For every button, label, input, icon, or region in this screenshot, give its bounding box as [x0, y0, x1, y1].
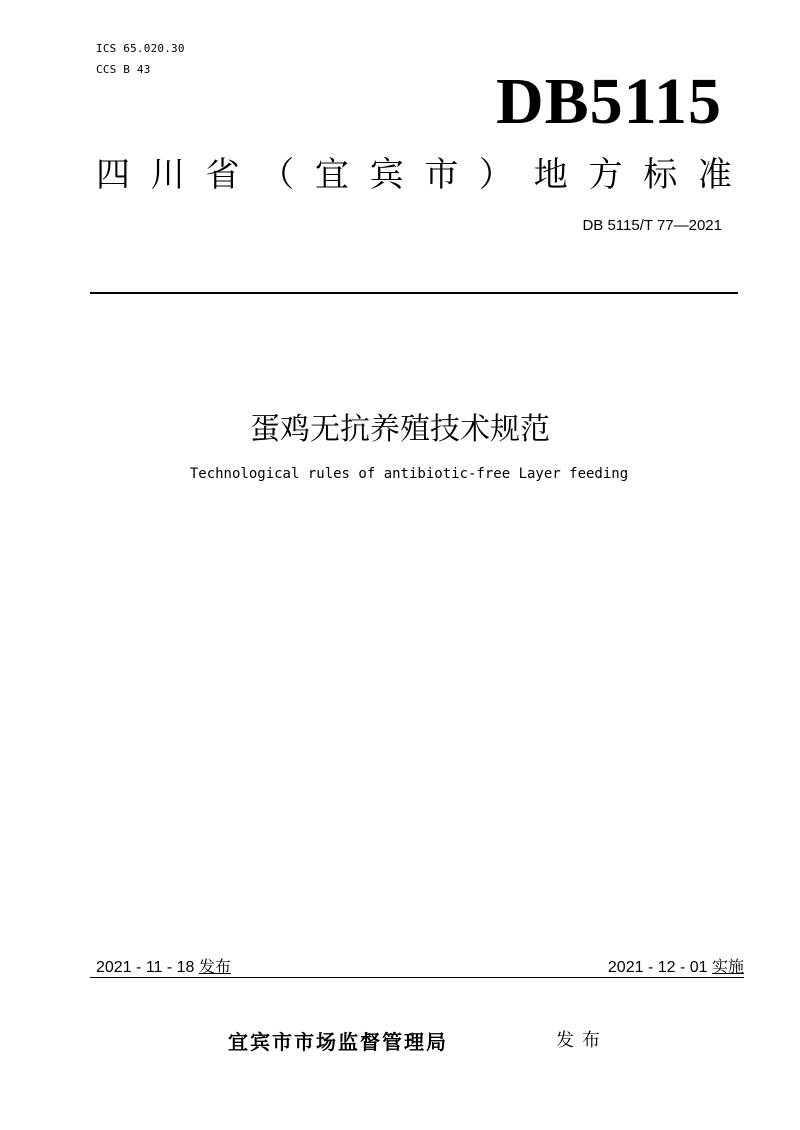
ccs-code: CCS B 43 [96, 63, 151, 76]
db-code-heading: DB5115 [495, 65, 722, 138]
document-title-chinese: 蛋鸡无抗养殖技术规范 [250, 412, 550, 447]
ics-code: ICS 65.020.30 [96, 42, 185, 55]
standard-type-char: 准 [697, 155, 732, 195]
implement-label: 实施 [711, 959, 744, 976]
standard-type-char: 四 [96, 155, 130, 195]
standard-type-char: （ [260, 155, 295, 195]
issuing-authority: 宜宾市市场监督管理局 [228, 1030, 448, 1054]
publish-date: 2021 - 11 - 18 [96, 959, 195, 976]
standard-type-char: 标 [643, 155, 678, 195]
standard-type-char: 川 [150, 155, 185, 195]
publish-label: 发布 [198, 959, 231, 976]
standard-number: DB 5115/T 77—2021 [582, 217, 722, 234]
standard-type-char: 省 [205, 155, 240, 195]
standard-type-char: 方 [588, 155, 623, 195]
document-title-english: Technological rules of antibiotic-free Layer feeding [189, 466, 629, 482]
standard-type-char: 地 [533, 155, 568, 195]
issue-label: 发布 [556, 1030, 608, 1051]
implement-date: 2021 - 12 - 01 [607, 959, 708, 976]
standard-type-title [96, 150, 732, 200]
standard-type-char: 宾 [369, 155, 404, 195]
implement-date-line [608, 957, 744, 979]
publish-date-line [96, 957, 231, 979]
footer-divider [90, 977, 744, 978]
standard-type-char: 市 [424, 155, 459, 195]
standard-type-char: 宜 [314, 155, 349, 195]
standard-type-char: ） [479, 155, 514, 195]
header-divider [90, 292, 738, 294]
